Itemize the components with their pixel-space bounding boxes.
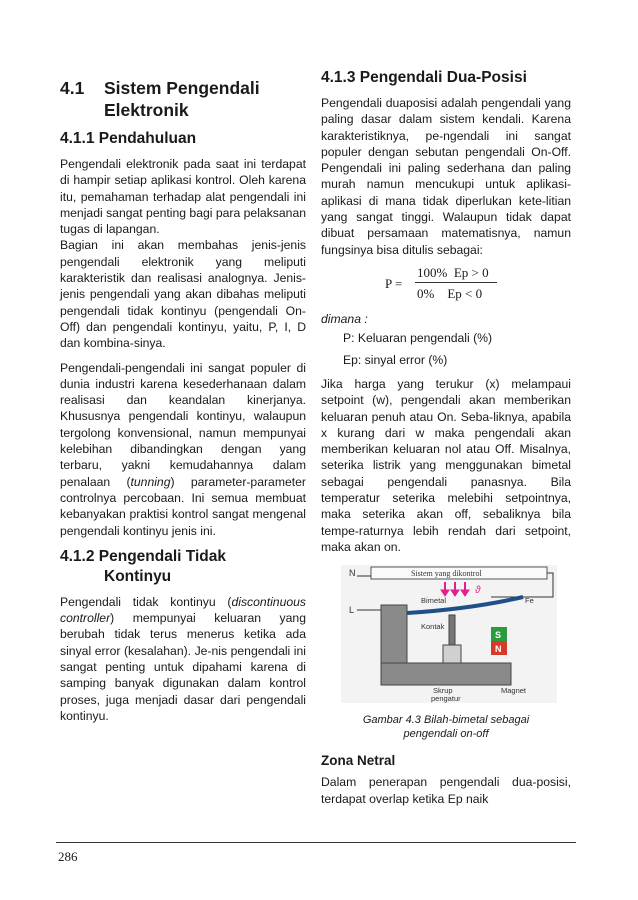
definition-ep: Ep: sinyal error (%) [343,352,448,367]
label-skrup1: Skrup [433,686,453,696]
paragraph-discontinuous: Pengendali tidak kontinyu (discontinuous controller) mempunyai keluaran yang berubah tidak terus menerus ketika ada sinyal error (kesalahan). Je-nis pengendali ini sangat penting untuk dipahami karena di samping banyak digunakan dalam kontrol proses, juga menjadi dasar dari pengendali kontinyu. [60,594,306,723]
label-magnet: Magnet [501,686,527,696]
section-title-line2: Elektronik [104,100,189,120]
definition-p: P: Keluaran pengendali (%) [343,330,493,345]
label-fe: Fe [525,596,534,606]
label-system: Sistem yang dikontrol [411,569,482,579]
equation [321,262,571,306]
label-heat: ϑ [475,585,481,597]
left-column [60,62,306,724]
label-kontak: Kontak [421,622,445,632]
equation-row1: 100% Ep > 0 [417,264,489,280]
contact-post [449,615,455,645]
label-n-pole: N [495,644,502,655]
bimetal-diagram [341,565,557,703]
label-n: N [349,568,356,579]
footer-rule [56,842,576,843]
equation-row2: 0% Ep < 0 [417,285,483,301]
section-heading [60,77,306,121]
subsection-heading-pendahuluan: 4.1.1 Pendahuluan [60,130,197,147]
frame-base [381,663,511,685]
right-column [321,68,571,807]
paragraph-types: Bagian ini akan membahas jenis-jenis pengendali elektronik yang meliputi karakteristik dan realisasi analognya. Jenis-jenis pengendali yang akan dibahas meliputi pengendali tidak kontinyu (pengendali On-Off) dan pengendali kontinyu, yaitu, P, I, D dan kombina-sinya. [60,238,306,351]
equation-fraction-line [415,282,497,283]
label-bimetal: Bimetal [421,596,447,606]
figure-caption: Gambar 4.3 Bilah-bimetal sebagai pengendali on-off [362,714,530,741]
section-number: 4.1 [60,78,85,98]
bimetal-figure [341,565,557,703]
page-number: 286 [58,849,78,864]
label-skrup2: pengatur [431,694,461,704]
screw [443,645,461,663]
label-s: S [495,630,502,641]
paragraph-zona-netral: Dalam penerapan pengendali dua-posisi, terdapat overlap ketika Ep naik [321,775,571,806]
subsection-heading-dua-posisi: 4.1.3 Pengendali Dua-Posisi [321,69,527,86]
label-l: L [349,605,355,616]
paragraph-dua-posisi: Pengendali duaposisi adalah pengendali yang paling dasar dalam sistem kendali. Karena karakteristiknya, pe-ngendali ini sangat populer dengan sebutan pengendali On-Off. Pengendali ini paling sederhana dan paling murah namun mencukupi untuk aplikasi-aplikasi di mana tidak diperlukan kete-litian yang sangat tinggi. Walaupun tidak dapat dibuat persamaan matematisnya, namun fungsinya bisa ditulis sebagai: [321,96,571,257]
paragraph-popular: Pengendali-pengendali ini sangat populer di dunia industri karena kesederhanaan dalam realisasi dan keandalan kinerjanya. Khususnya pengendali kontinyu, walaupun tergolong konvensional, namun mempunyai kelebihan dibandingkan dengan yang terbaru, yakni kemudahannya dalam penalaan (tunning) parameter-parameter controlnya percobaan. Ini semua membuat kebanyakan praktisi kontrol sangat mengenal pengendali kontinyu jenis ini. [60,360,306,538]
paragraph-setpoint: Jika harga yang terukur (x) melampaui setpoint (w), pengendali akan memberikan keluaran penuh atau On. Seba-liknya, apabila x kurang dari w maka pengendali akan memberikan keluaran nol atau Off. Misalnya, seterika listrik yang menggunakan bimetal sebagai pengendali panasnya. Bila temperatur seterika melebihi setpointnya, maka seterika akan off, sebaliknya bila tempe-raturnya lebih rendah dari setpoint, maka akan on. [321,376,571,554]
subsection-heading-tidak-kontinyu: 4.1.2 Pengendali Tidak Kontinyu [60,547,226,585]
paragraph-intro: Pengendali elektronik pada saat ini terdapat di hampir setiap aplikasi kontrol. Oleh karena itu, pemahaman terhadap alat pengendali ini menjadi sangat penting bagi para pelaksanan tugas di lapangan. [60,157,306,237]
dimana-label: dimana : [321,311,368,326]
section-title-line1: Sistem Pengendali [104,78,260,98]
heading-zona-netral: Zona Netral [321,753,396,769]
equation-lhs: P = [385,275,403,291]
heat-arrows [441,582,469,596]
